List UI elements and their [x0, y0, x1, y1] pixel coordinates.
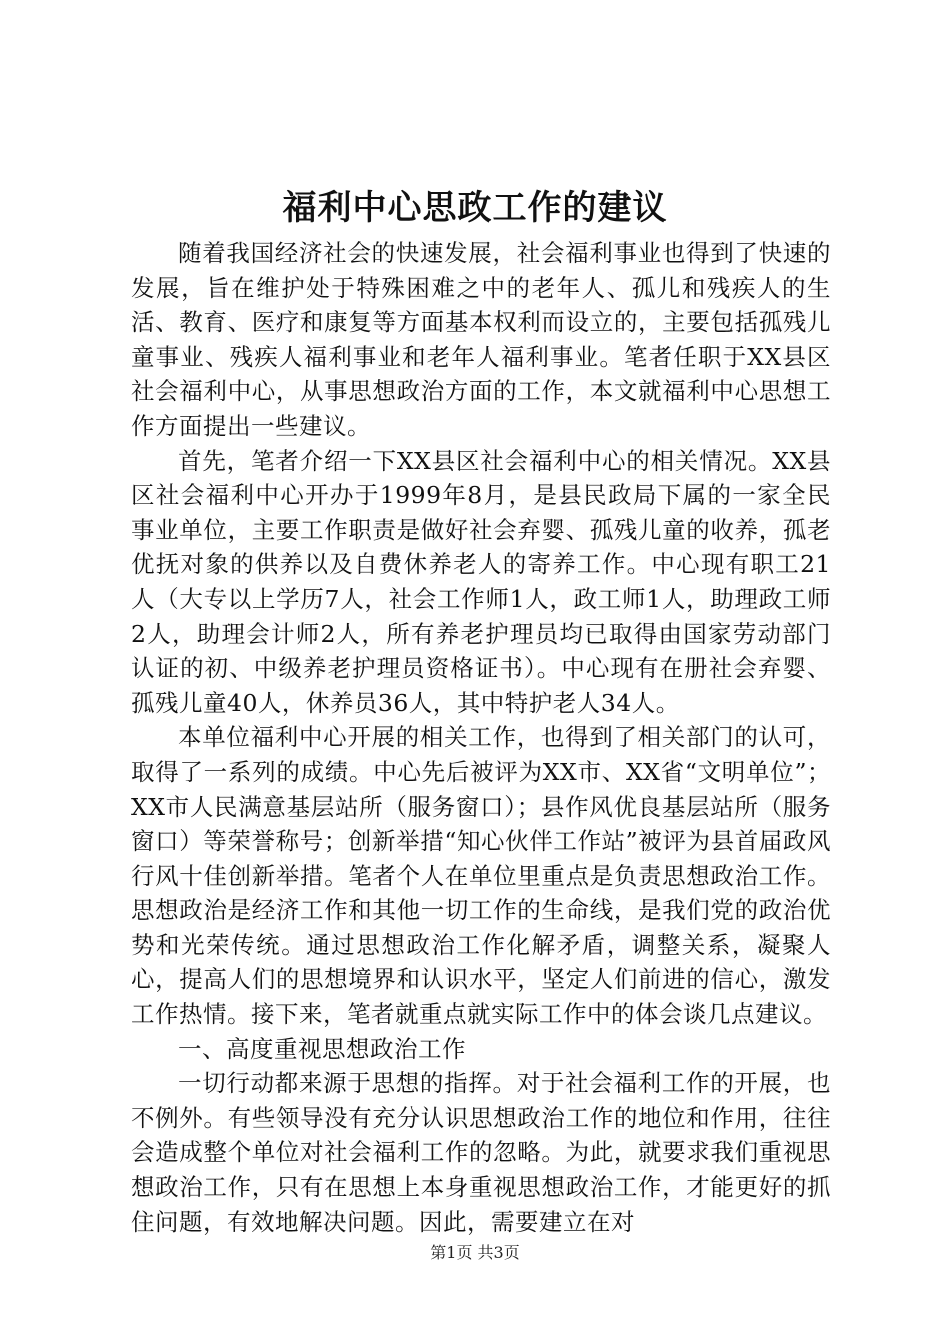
- section-heading-1: 一、高度重视思想政治工作: [178, 1034, 466, 1063]
- page-footer: 第1页 共3页: [430, 1243, 520, 1262]
- paragraph-achievements: 本单位福利中心开展的相关工作，也得到了相关部门的认可，取得了一系列的成绩。中心先后被评为XX市、XX省“文明单位”；XX市人民满意基层站所（服务窗口）；县作风优良基层站所（服务窗口）等荣誉称号；创新举措“知心伙伴工作站”被评为县首届政风行风十佳创新举措。笔者个人在单位里重点是负责思想政治工作。思想政治是经济工作和其他一切工作的生命线，是我们党的政治优势和光荣传统。通过思想政治工作化解矛盾，调整关系，凝聚人心，提高人们的思想境界和认识水平，坚定人们前进的信心，激发工作热情。接下来，笔者就重点就实际工作中的体会谈几点建议。: [131, 723, 831, 1029]
- document-body: [131, 236, 831, 1239]
- paragraph-intro: 随着我国经济社会的快速发展，社会福利事业也得到了快速的发展，旨在维护处于特殊困难之中的老年人、孤儿和残疾人的生活、教育、医疗和康复等方面基本权利而设立的，主要包括孤残儿童事业、残疾人福利事业和老年人福利事业。笔者任职于XX县区社会福利中心，从事思想政治方面的工作，本文就福利中心思想工作方面提出一些建议。: [131, 239, 831, 440]
- paragraph-center-overview: 首先，笔者介绍一下XX县区社会福利中心的相关情况。XX县区社会福利中心开办于1999年8月，是县民政局下属的一家全民事业单位，主要工作职责是做好社会弃婴、孤残儿童的收养，孤老优抚对象的供养以及自费休养老人的寄养工作。中心现有职工21人（大专以上学历7人，社会工作师1人，政工师1人，助理政工师2人，助理会计师2人，所有养老护理员均已取得由国家劳动部门认证的初、中级养老护理员资格证书）。中心现有在册社会弃婴、孤残儿童40人，休养员36人，其中特护老人34人。: [131, 446, 831, 717]
- paragraph-section-1: 一切行动都来源于思想的指挥。对于社会福利工作的开展，也不例外。有些领导没有充分认识思想政治工作的地位和作用，往往会造成整个单位对社会福利工作的忽略。为此，就要求我们重视思想政治工作，只有在思想上本身重视思想政治工作，才能更好的抓住问题，有效地解决问题。因此，需要建立在对: [131, 1069, 831, 1236]
- document-title: 福利中心思政工作的建议: [282, 188, 668, 228]
